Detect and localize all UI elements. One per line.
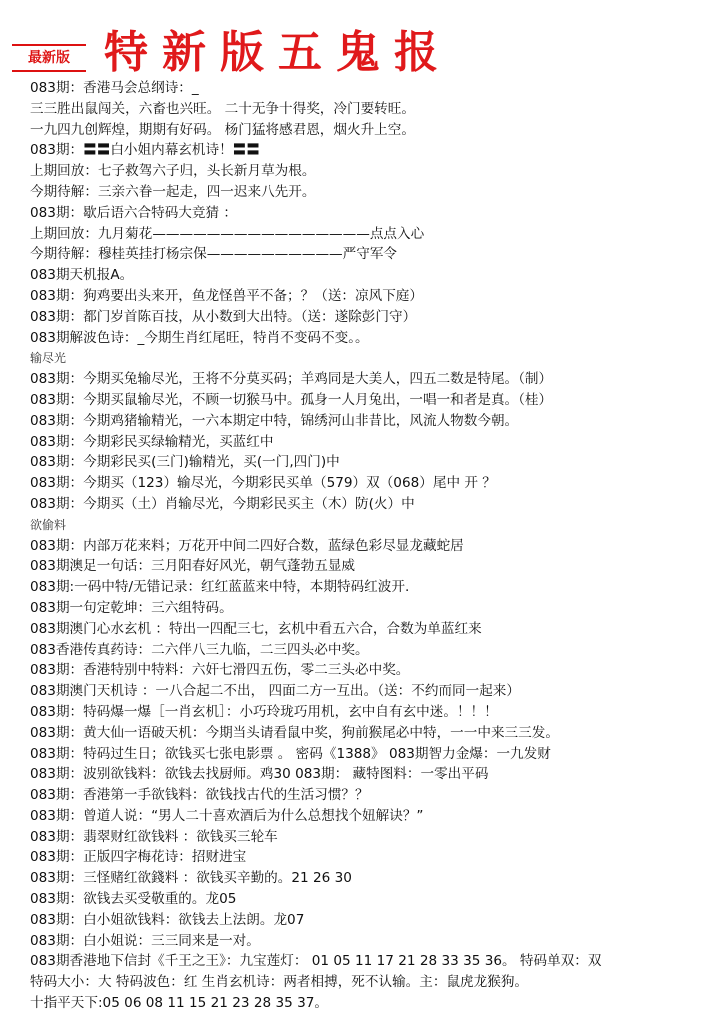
text-line: 083期：狗鸡要出头来开，鱼龙怪兽平不备；？（送：凉风下庭） <box>30 287 423 304</box>
text-line: 083期：欲钱去买受敬重的。龙05 <box>30 891 237 908</box>
text-line: 上期回放：九月菊花————————————————点点入心 <box>30 225 425 242</box>
text-line: 083期：〓〓白小姐内幕玄机诗！〓〓 <box>30 142 260 159</box>
text-line: 十指平天下:05 06 08 11 15 21 23 28 35 37。 <box>30 995 329 1012</box>
text-line: 特码大小：大 特码波色：红 生肖玄机诗：两者相搏，死不认输。主：鼠虎龙猴狗。 <box>30 974 529 991</box>
text-line: 083期一句定乾坤：三六组特码。 <box>30 599 233 616</box>
text-line: 083期：特码爆一爆［一肖玄机］：小巧玲珑巧用机，玄中自有玄中迷。！！！ <box>30 703 498 720</box>
text-line: 083期澳门心水玄机 ：特出一四配三七，玄机中看五六合，合数为单蓝红来 <box>30 620 482 637</box>
text-line: 083期：香港第一手欲钱料：欲钱找古代的生活习惯？？ <box>30 787 369 804</box>
text-line: 083期:一码中特/无错记录：红红蓝蓝来中特，本期特码红波开. <box>30 579 410 596</box>
text-line: 083期：今期买（土）肖输尽光，今期彩民买主（木）防(火）中 <box>30 495 415 512</box>
latest-edition-badge: 最新版 <box>12 44 86 72</box>
text-line: 上期回放：七子救驾六子归，头长新月草为根。 <box>30 163 316 180</box>
text-line: 三三胜出鼠闯关，六畜也兴旺。 二十无争十得奖，冷门要转旺。 <box>30 100 415 117</box>
text-line: 083期：今期彩民买(三门)输精光，买(一门,四门)中 <box>30 454 340 471</box>
text-line: 083期：香港特别中特料：六奸七滑四五伤，零二三头必中奖。 <box>30 662 410 679</box>
text-line: 一九四九创辉煌，期期有好码。 杨门猛将感君恩，烟火升上空。 <box>30 121 415 138</box>
text-line: 083期：今期买（123）输尽光，今期彩民买单（579）双（068）尾中 开 ？ <box>30 475 496 492</box>
text-line: 083期：曾道人说：“男人二十喜欢酒后为什么总想找个妞解诀？” <box>30 807 424 824</box>
text-line: 083香港传真药诗：二六伴八三九临，二三四头必中奖。 <box>30 641 369 658</box>
document-body <box>30 78 700 1014</box>
text-line: 083期：歇后语六合特码大竞猜 ： <box>30 204 237 221</box>
section-fragment: 输尽光 <box>30 351 67 366</box>
text-line: 083期：都门岁首陈百技，从小数到大出特。（送：遂除彭门守） <box>30 308 417 325</box>
text-line: 今期待解：三亲六眷一起走，四一迟来八先开。 <box>30 183 316 200</box>
text-line: 今期待解：穆桂英挂打杨宗保——————————严守军令 <box>30 246 398 263</box>
text-line: 083期：白小姐欲钱料：欲钱去上法朗。龙07 <box>30 911 305 928</box>
text-line: 083期：波别欲钱料：欲钱去找厨师。鸡30 083期： 藏特图料：一零出平码 <box>30 766 489 783</box>
text-line: 083期：香港马会总纲诗：_ <box>30 80 199 96</box>
text-line: 083期解波色诗：_今期生肖红尾旺，特肖不变码不变。。 <box>30 329 369 346</box>
text-line: 083期：三怪赌红欲錢料 ：欲钱买辛勤的。21 26 30 <box>30 870 352 887</box>
text-line: 083期：内部万花来料；万花开中间二四好合数，蓝绿色彩尽显龙藏蛇居 <box>30 537 464 554</box>
text-line: 083期澳足一句话：三月阳春好风光，朝气蓬勃五显威 <box>30 558 356 575</box>
text-line: 083期：特码过生日；欲钱买七张电影票 。 密码《1388》 083期智力金爆：一九发财 <box>30 745 551 762</box>
text-line: 083期：今期买兔输尽光，王将不分莫买码；羊鸡同是大美人，四五二数是特尾。（制） <box>30 371 553 388</box>
text-line: 083期：白小姐说：三三同来是一对。 <box>30 932 260 949</box>
text-line: 083期：翡翠财红欲钱料 ：欲钱买三轮车 <box>30 828 278 845</box>
text-line: 083期：今期买鼠输尽光，不顾一切猴马中。孤身一人月兔出，一唱一和者是真。（桂） <box>30 391 553 408</box>
text-line: 083期澳门天机诗 ：一八合起二不出， 四面二方一互出。（送：不约而同一起来） <box>30 683 520 700</box>
text-line: 083期：黄大仙一语破天机：今期当头请看鼠中奖，狗前猴尾必中特，一一中来三三发。 <box>30 724 559 741</box>
text-line: 083期：正版四字梅花诗：招财进宝 <box>30 849 247 866</box>
header <box>0 0 709 82</box>
text-line: 083期香港地下信封《千王之王》：九宝莲灯： 01 05 11 17 21 28 33 35 36。 特码单双：双 <box>30 953 602 970</box>
text-line: 083期天机报A。 <box>30 267 134 284</box>
section-fragment: 欲偷料 <box>30 517 67 532</box>
text-line: 083期：今期彩民买绿输精光，买蓝红中 <box>30 433 274 450</box>
text-line: 083期：今期鸡猪输精光，一六本期定中特，锦绣河山非昔比，风流人物数今朝。 <box>30 412 519 429</box>
page-title: 特新版五鬼报 <box>104 27 452 78</box>
